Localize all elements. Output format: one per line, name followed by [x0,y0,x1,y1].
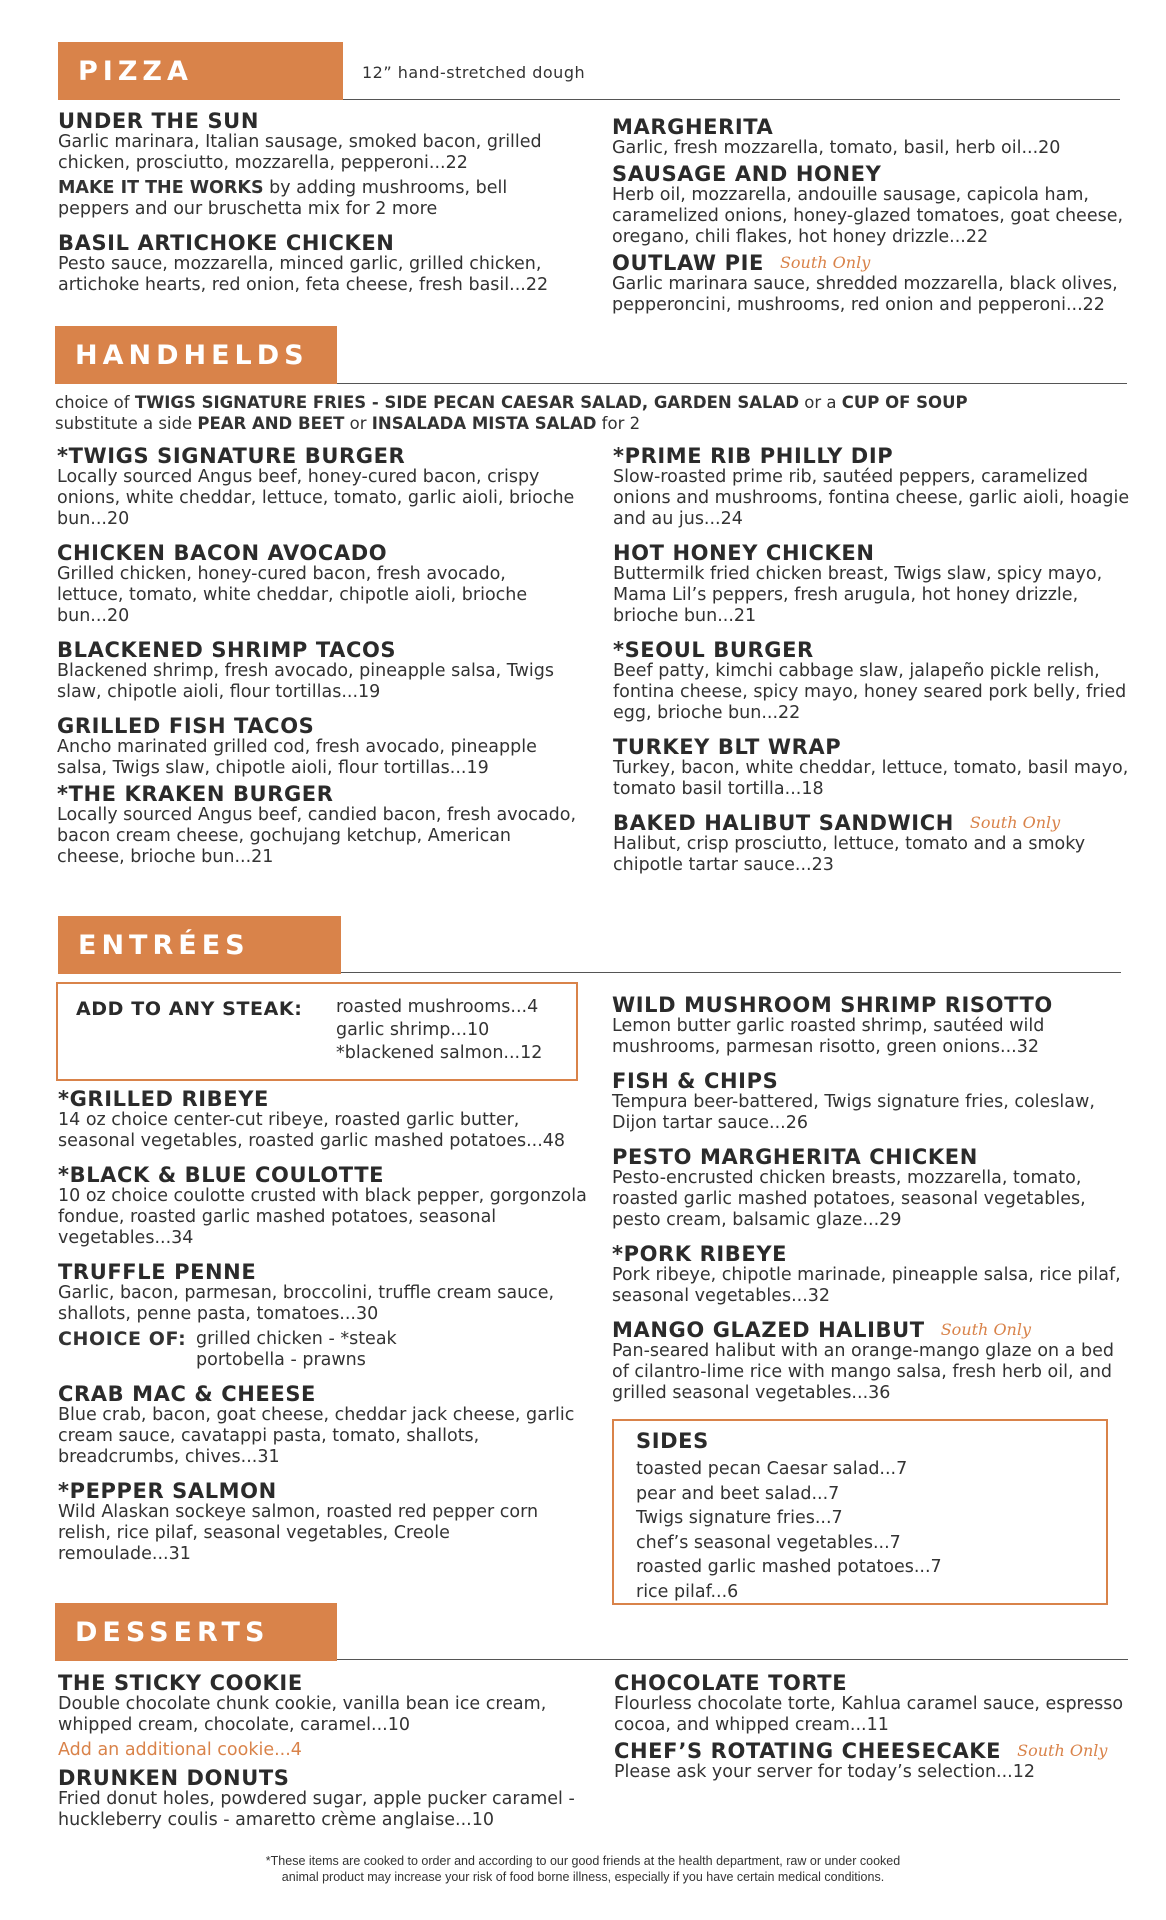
menu-item-desc: Buttermilk fried chicken breast, Twigs slaw, spicy mayo, Mama Lil’s peppers, fresh arugula, hot honey drizzle, brioche bun...21 [613,564,1103,626]
menu-item-name: *THE KRAKEN BURGER [57,782,334,806]
disclaimer-line: *These items are cooked to order and according to our good friends at the health department, raw or under cooked [265,1854,901,1868]
menu-item-name: BAKED HALIBUT SANDWICH South Only [613,811,1061,835]
menu-item-name: HOT HONEY CHICKEN [613,541,875,565]
sides-box [612,1419,1108,1605]
menu-item-name: CRAB MAC & CHEESE [58,1382,316,1406]
side-item: pear and beet salad...7 [636,1483,840,1504]
handhelds-right-column [613,445,1133,888]
menu-item-desc: Garlic, fresh mozzarella, tomato, basil, herb oil...20 [612,138,1061,158]
side-substitute-line: substitute a side PEAR AND BEET or INSALADA MISTA SALAD for 2 [55,414,641,433]
menu-item-desc: Wild Alaskan sockeye salmon, roasted red pepper corn relish, rice pilaf, seasonal vegetables, Creole remoulade...31 [58,1502,539,1564]
menu-item-name: BASIL ARTICHOKE CHICKEN [58,231,395,255]
menu-item-desc: Double chocolate chunk cookie, vanilla bean ice cream, whipped cream, chocolate, caramel...10 [58,1694,547,1735]
menu-item-desc: Grilled chicken, honey-cured bacon, fresh avocado, lettuce, tomato, white cheddar, chipotle aioli, brioche bun...20 [57,564,528,626]
menu-item-desc: Pan-seared halibut with an orange-mango glaze on a bed of cilantro-lime rice with mango salsa, fresh herb oil, and grilled seasonal vegetables...36 [612,1341,1114,1403]
menu-item-desc: Slow-roasted prime rib, sautéed peppers, caramelized onions and mushrooms, fontina cheese, garlic aioli, hoagie and au jus...24 [613,467,1130,529]
entrees-banner: ENTRÉES [58,916,341,974]
handhelds-rule [337,383,1127,384]
side-choice-line: choice of TWIGS SIGNATURE FRIES - SIDE PECAN CAESAR SALAD, GARDEN SALAD or a CUP OF SOUP [55,393,968,412]
menu-item-name: FISH & CHIPS [612,1069,779,1093]
menu-item-desc: Beef patty, kimchi cabbage slaw, jalapeño pickle relish, fontina cheese, spicy mayo, honey seared pork belly, fried egg, brioche bun...22 [613,661,1127,723]
desserts-left-column [58,1672,598,1843]
add-to-steak-list [336,996,542,1065]
choice-option: grilled chicken - *steak [196,1329,397,1349]
menu-item-name: OUTLAW PIE South Only [612,251,871,275]
menu-item-name: SAUSAGE AND HONEY [612,162,882,186]
menu-item-desc: Blackened shrimp, fresh avocado, pineapple salsa, Twigs slaw, chipotle aioli, flour tortillas...19 [57,661,554,702]
menu-item-desc: Turkey, bacon, white cheddar, lettuce, tomato, basil mayo, tomato basil tortilla...18 [613,758,1129,799]
addon-item: roasted mushrooms...4 [336,997,539,1017]
desserts-right-column [614,1672,1134,1795]
menu-item-desc: Tempura beer-battered, Twigs signature fries, coleslaw, Dijon tartar sauce...26 [612,1092,1095,1133]
menu-item-name: *GRILLED RIBEYE [58,1087,269,1111]
menu-item-name: CHEF’S ROTATING CHEESECAKE South Only [614,1739,1108,1763]
menu-item-name: TURKEY BLT WRAP [613,735,842,759]
choice-option: portobella - prawns [196,1350,366,1370]
south-only-tag: South Only [940,1320,1032,1339]
menu-item-desc: Pesto-encrusted chicken breasts, mozzarella, tomato, roasted garlic mashed potatoes, seasonal vegetables, pesto cream, balsamic glaze...29 [612,1168,1086,1230]
menu-item-name: TRUFFLE PENNE [58,1260,257,1284]
menu-item-desc: 10 oz choice coulotte crusted with black pepper, gorgonzola fondue, roasted garlic mashed potatoes, seasonal vegetables...34 [58,1186,587,1248]
side-item: toasted pecan Caesar salad...7 [636,1459,908,1479]
menu-item-desc: 14 oz choice center-cut ribeye, roasted garlic butter, seasonal vegetables, roasted garlic mashed potatoes...48 [58,1110,566,1151]
menu-item-name: *PORK RIBEYE [612,1242,788,1266]
menu-item-name: MARGHERITA [612,115,774,139]
side-item: chef’s seasonal vegetables...7 [636,1532,901,1553]
menu-item-desc: Herb oil, mozzarella, andouille sausage, capicola ham, caramelized onions, honey-glazed tomatoes, goat cheese, oregano, chili flakes, hot honey drizzle...22 [612,185,1124,247]
menu-item-name: CHOCOLATE TORTE [614,1671,848,1695]
pizza-right-column [612,116,1132,328]
health-disclaimer [0,1853,1166,1885]
menu-item-desc: Please ask your server for today’s selection...12 [614,1762,1035,1782]
sides-title: SIDES [636,1429,709,1453]
choice-of-row [58,1329,588,1371]
pizza-left-column [58,110,578,308]
menu-item-desc: Ancho marinated grilled cod, fresh avocado, pineapple salsa, Twigs slaw, chipotle aioli, flour tortillas...19 [57,737,537,778]
add-to-steak-box [56,982,578,1081]
addon-item: garlic shrimp...10 [336,1020,490,1040]
side-item: Twigs signature fries...7 [636,1508,843,1528]
menu-item-name: UNDER THE SUN [58,109,259,133]
south-only-tag: South Only [779,253,871,272]
menu-item-desc: Garlic, bacon, parmesan, broccolini, truffle cream sauce, shallots, penne pasta, tomatoes...30 [58,1283,555,1324]
south-only-tag: South Only [1017,1741,1108,1760]
menu-item-desc: Fried donut holes, powdered sugar, apple pucker caramel - huckleberry coulis - amaretto crème anglaise...10 [58,1789,575,1830]
choice-of-options [196,1329,397,1371]
desserts-rule [337,1659,1128,1660]
menu-item-desc: Pesto sauce, mozzarella, minced garlic, grilled chicken, artichoke hearts, red onion, feta cheese, fresh basil...22 [58,254,549,295]
desserts-banner: DESSERTS [55,1603,337,1661]
add-cookie-note: Add an additional cookie...4 [58,1740,302,1760]
menu-item-desc: Blue crab, bacon, goat cheese, cheddar jack cheese, garlic cream sauce, cavatappi pasta, tomato, shallots, breadcrumbs, chives...31 [58,1405,575,1467]
entrees-right-column [612,994,1132,1416]
south-only-tag: South Only [969,813,1061,832]
pizza-rule [343,99,1120,100]
handhelds-choices [55,392,1135,434]
pizza-note: 12” hand-stretched dough [362,63,586,82]
menu-item-desc: Garlic marinara sauce, shredded mozzarella, black olives, pepperoncini, mushrooms, red onion and pepperoni...22 [612,274,1118,315]
menu-item-desc: Pork ribeye, chipotle marinade, pineapple salsa, rice pilaf, seasonal vegetables...32 [612,1265,1121,1306]
add-to-steak-label: ADD TO ANY STEAK: [76,998,303,1020]
menu-item-desc: Garlic marinara, Italian sausage, smoked bacon, grilled chicken, prosciutto, mozzarella, pepperoni...22 [58,132,542,173]
handhelds-banner: HANDHELDS [55,326,337,384]
menu-item-name: *BLACK & BLUE COULOTTE [58,1163,385,1187]
menu-item-name: THE STICKY COOKIE [58,1671,303,1695]
menu-item-name: MANGO GLAZED HALIBUT South Only [612,1318,1032,1342]
choice-of-label: CHOICE OF: [58,1328,187,1350]
menu-item-name: CHICKEN BACON AVOCADO [57,541,388,565]
menu-item-name: DRUNKEN DONUTS [58,1766,290,1790]
pizza-banner: PIZZA [58,42,343,100]
addon-item: *blackened salmon...12 [336,1043,543,1063]
entrees-left-column [58,1088,588,1577]
menu-item-desc: Flourless chocolate torte, Kahlua caramel sauce, espresso cocoa, and whipped cream...11 [614,1694,1124,1735]
handhelds-left-column [57,445,577,880]
menu-item-desc: Lemon butter garlic roasted shrimp, sautéed wild mushrooms, parmesan risotto, green onions...32 [612,1016,1045,1057]
menu-item-name: *TWIGS SIGNATURE BURGER [57,444,406,468]
menu-item-name: WILD MUSHROOM SHRIMP RISOTTO [612,993,1053,1017]
menu-item-name: PESTO MARGHERITA CHICKEN [612,1145,978,1169]
side-item: rice pilaf...6 [636,1581,739,1602]
menu-item-name: BLACKENED SHRIMP TACOS [57,638,397,662]
entrees-rule [341,972,1121,973]
menu-item-desc: Locally sourced Angus beef, candied bacon, fresh avocado, bacon cream cheese, gochujang ketchup, American cheese, brioche bun...21 [57,805,577,867]
make-it-the-works: MAKE IT THE WORKS by adding mushrooms, bell peppers and our bruschetta mix for 2 more [58,178,508,219]
menu-item-desc: Locally sourced Angus beef, honey-cured bacon, crispy onions, white cheddar, lettuce, tomato, garlic aioli, brioche bun...20 [57,467,575,529]
menu-item-name: *PEPPER SALMON [58,1479,277,1503]
side-item: roasted garlic mashed potatoes...7 [636,1557,942,1577]
disclaimer-line: animal product may increase your risk of food borne illness, especially if you have certain medical conditions. [281,1870,885,1884]
menu-item-name: GRILLED FISH TACOS [57,714,315,738]
menu-item-desc: Halibut, crisp prosciutto, lettuce, tomato and a smoky chipotle tartar sauce...23 [613,834,1086,875]
menu-item-name: *SEOUL BURGER [613,638,814,662]
menu-item-name: *PRIME RIB PHILLY DIP [613,444,894,468]
